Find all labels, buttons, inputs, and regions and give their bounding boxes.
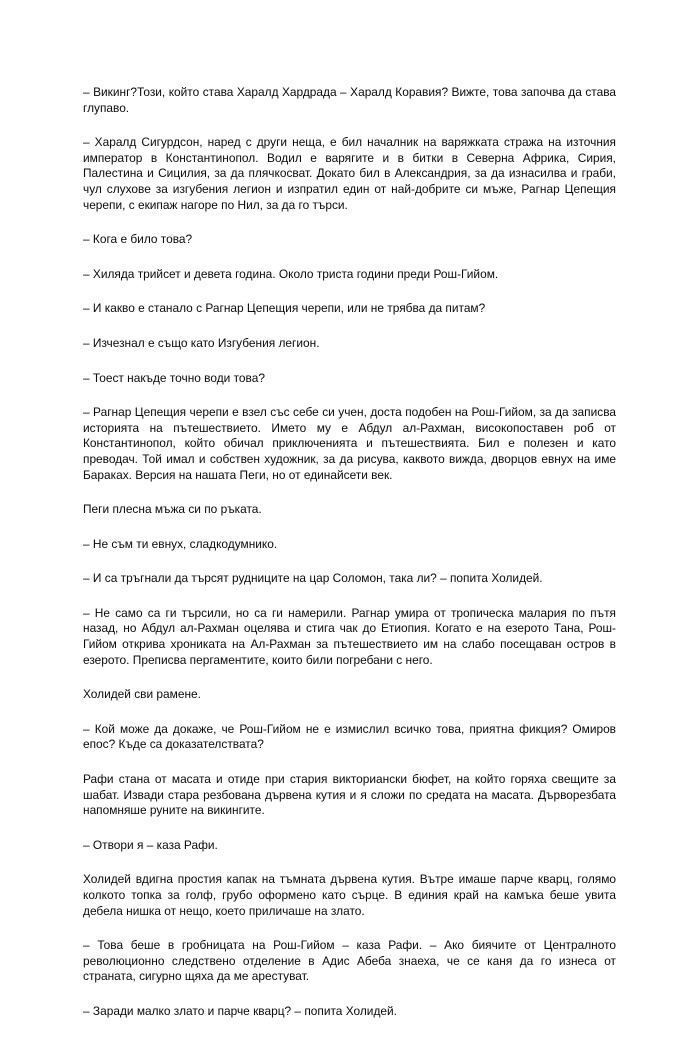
paragraph: – Отвори я – каза Рафи. bbox=[83, 837, 218, 852]
paragraph: – Кога е било това? bbox=[83, 232, 193, 247]
paragraph: – Хиляда трийсет и девета година. Около триста години преди Рош-Гийом. bbox=[83, 266, 499, 281]
paragraph: – И какво е станало с Рагнар Цепещия черепи, или не трябва да питам? bbox=[83, 301, 486, 316]
document-page bbox=[83, 85, 616, 1039]
paragraph: – Това беше в гробницата на Рош-Гийом – каза Рафи. – Ако биячите от Централното революционно следствено отделение в Адис Абеба знаеха, че се каня да го изнеса от страната, сигурно щяха да ме арестуват. bbox=[83, 938, 616, 984]
paragraph: Холидей сви рамене. bbox=[83, 687, 201, 702]
paragraph: – Не съм ти евнух, сладкодумнико. bbox=[83, 536, 278, 551]
paragraph: – Тоест накъде точно води това? bbox=[83, 370, 265, 385]
paragraph: – Заради малко злато и парче кварц? – попита Холидей. bbox=[83, 1003, 397, 1018]
paragraph: – Викинг?Този, който става Харалд Хардрада – Харалд Коравия? Вижте, това започва да става глупаво. bbox=[83, 85, 616, 115]
paragraph: Пеги плесна мъжа си по ръката. bbox=[83, 502, 262, 517]
paragraph: Холидей вдигна простия капак на тъмната дървена кутия. Вътре имаше парче кварц, голямо колкото топка за голф, грубо оформено като сърце. В единия край на камъка беше увита дебела нишка от нещо, което приличаше на злато. bbox=[83, 872, 616, 918]
paragraph: – Харалд Сигурдсон, наред с други неща, е бил началник на варяжката стража на източния император в Константинопол. Водил е варягите и в битки в Северна Африка, Сирия, Палестина и Сицилия, за да плячкосват. Докато бил в Александрия, за да изнасилва и граби, чул слухове за изгубения легион и изпратил един от най-добрите си мъже, Рагнар Цепещия черепи, с екипаж нагоре по Нил, за да го търси. bbox=[83, 135, 616, 212]
paragraph: – Не само са ги търсили, но са ги намерили. Рагнар умира от тропическа малария по пътя назад, но Абдул ал-Рахман оцелява и стига чак до Етиопия. Когато е на езерото Тана, Рош-Гийом открива хрониката на Ал-Рахман за пътешествието им на слабо посещаван остров в езерото. Преписва пергаментите, които били погребани с него. bbox=[83, 605, 616, 667]
paragraph: Рафи стана от масата и отиде при стария викториански бюфет, на който горяха свещите за шабат. Извади стара резбована дървена кутия и я сложи по средата на масата. Дърворезбата напомняше руните на викингите. bbox=[83, 772, 616, 818]
paragraph: – И са тръгнали да търсят рудниците на цар Соломон, така ли? – попита Холидей. bbox=[83, 571, 543, 586]
paragraph: – Рагнар Цепещия черепи е взел със себе си учен, доста подобен на Рош-Гийом, за да записва историята на пътешествието. Името му е Абдул ал-Рахман, високопоставен роб от Константинопол, който обичал приключенията и пътешествията. Бил е полезен и като преводач. Той имал и собствен художник, за да рисува, каквото вижда, дворцов евнух на име Бараках. Версия на нашата Пеги, но от единайсети век. bbox=[83, 405, 616, 482]
paragraph: – Изчезнал е също като Изгубения легион. bbox=[83, 335, 320, 350]
paragraph: – Кой може да докаже, че Рош-Гийом не е измислил всичко това, приятна фикция? Омиров епос? Къде са доказателствата? bbox=[83, 721, 616, 752]
